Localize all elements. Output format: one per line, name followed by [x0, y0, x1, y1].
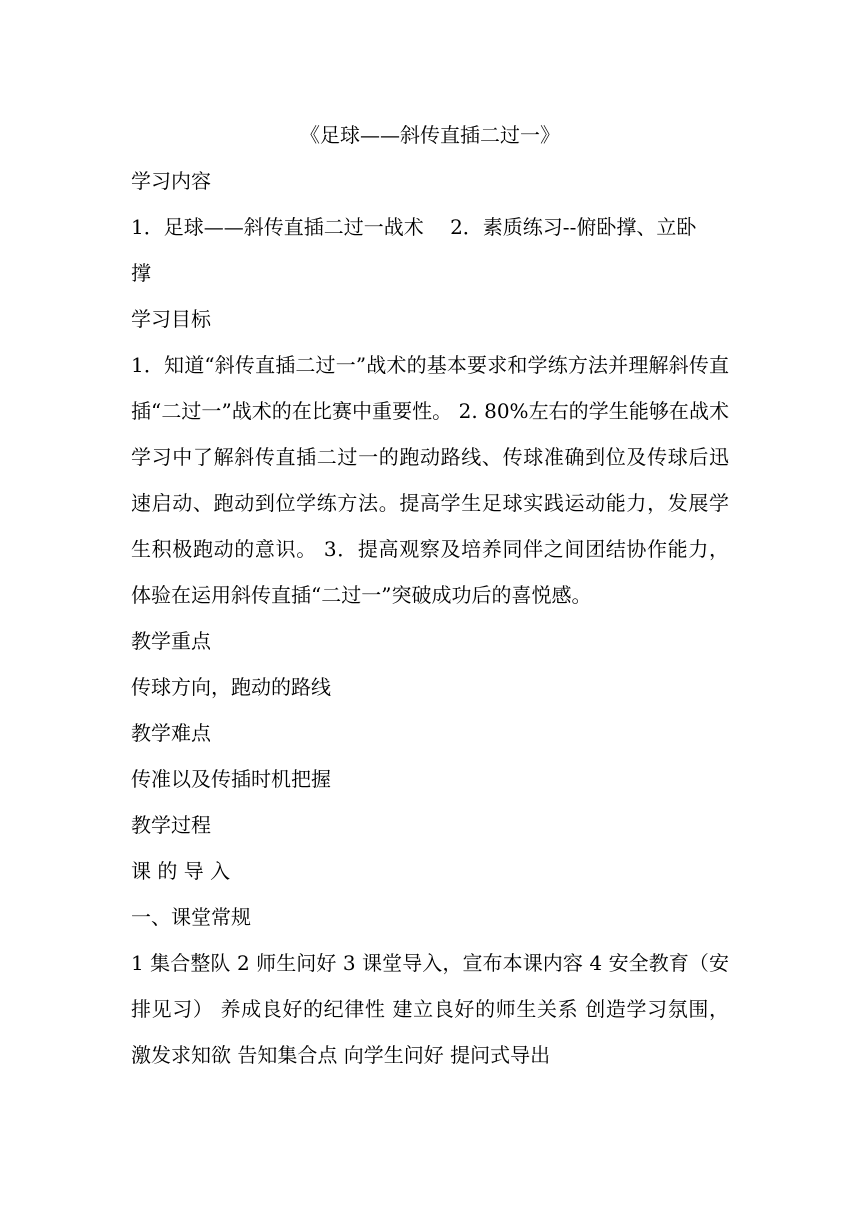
difficulties-text: 传准以及传插时机把握	[131, 767, 331, 791]
content-heading: 学习内容	[131, 169, 211, 193]
document-body	[131, 112, 729, 1078]
document-title: 《足球——斜传直插二过一》	[300, 123, 560, 147]
difficulties-heading: 教学难点	[131, 721, 211, 745]
key-points-text: 传球方向，跑动的路线	[131, 675, 331, 699]
intro-heading: 课 的 导 入	[131, 859, 231, 883]
process-heading: 教学过程	[131, 813, 211, 837]
goals-heading: 学习目标	[131, 307, 211, 331]
routine-text: 1 集合整队 2 师生问好 3 课堂导入，宣布本课内容 4 安全教育（安排见习） 养成良好的纪律性 建立良好的师生关系 创造学习氛围，激发求知欲 告知集合点 向学生问好 提问式导出	[131, 951, 729, 1067]
content-line-2: 撑	[131, 261, 151, 285]
routine-heading: 一、课堂常规	[131, 905, 251, 929]
goals-text: 1．知道“斜传直插二过一”战术的基本要求和学练方法并理解斜传直插“二过一”战术的在比赛中重要性。 2. 80%左右的学生能够在战术学习中了解斜传直插二过一的跑动路线、传球准确到位及传球后迅速启动、跑动到位学练方法。提高学生足球实践运动能力，发展学生积极跑动的意识。 3．提高观察及培养同伴之间团结协作能力，体验在运用斜传直插“二过一”突破成功后的喜悦感。	[131, 353, 729, 607]
key-points-heading: 教学重点	[131, 629, 211, 653]
content-line-1: 1．足球——斜传直插二过一战术 2．素质练习--俯卧撑、立卧	[131, 215, 697, 239]
